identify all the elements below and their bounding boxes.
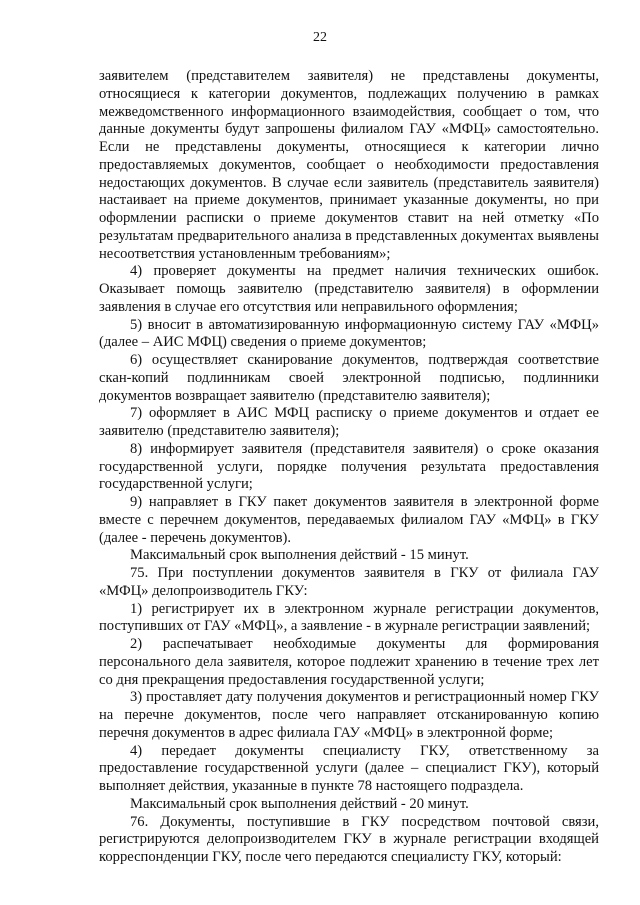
paragraph: 4) проверяет документы на предмет наличия технических ошибок. Оказывает помощь заявителю (представителю заявителя) в оформлении заявления в случае его отсутствия или неправильного оформления; xyxy=(99,263,599,315)
paragraph: 6) осуществляет сканирование документов, подтверждая соответствие скан-копий подлинникам своей электронной подписью, подлинники документов возвращает заявителю (представителю заявителя); xyxy=(99,352,599,404)
paragraph: 5) вносит в автоматизированную информационную систему ГАУ «МФЦ» (далее – АИС МФЦ) сведения о приеме документов; xyxy=(99,316,599,351)
paragraph: 75. При поступлении документов заявителя в ГКУ от филиала ГАУ «МФЦ» делопроизводитель ГКУ: xyxy=(99,565,599,599)
paragraph: 3) проставляет дату получения документов и регистрационный номер ГКУ на перечне документов, после чего направляет отсканированную копию перечня документов в адрес филиала ГАУ «МФЦ» в электронной форме; xyxy=(99,689,599,741)
body-text xyxy=(99,68,599,867)
paragraph: 9) направляет в ГКУ пакет документов заявителя в электронной форме вместе с перечнем документов, передаваемых филиалом ГАУ «МФЦ» в ГКУ (далее - перечень документов). xyxy=(99,494,599,546)
paragraph: 8) информирует заявителя (представителя заявителя) о сроке оказания государственной услуги, порядке получения результата предоставления государственной услуги; xyxy=(99,440,599,493)
paragraph: 1) регистрирует их в электронном журнале регистрации документов, поступивших от ГАУ «МФЦ», а заявление - в журнале регистрации заявлений; xyxy=(99,600,599,635)
paragraph: Максимальный срок выполнения действий - 15 минут. xyxy=(130,547,469,564)
page-number: 22 xyxy=(313,30,327,45)
paragraph: 2) распечатывает необходимые документы для формирования персонального дела заявителя, которое подлежит хранению в течение трех лет со дня прекращения предоставления государственной услуги; xyxy=(99,636,599,688)
paragraph: 7) оформляет в АИС МФЦ расписку о приеме документов и отдает ее заявителю (представителю заявителя); xyxy=(99,405,599,439)
paragraph: Максимальный срок выполнения действий - 20 минут. xyxy=(130,795,469,812)
paragraph: 76. Документы, поступившие в ГКУ посредством почтовой связи, регистрируются делопроизводителем ГКУ в журнале регистрации входящей корреспонденции ГКУ, после чего передаются специалисту ГКУ, который: xyxy=(99,813,599,865)
paragraph: 4) передает документы специалисту ГКУ, ответственному за предоставление государственной услуги (далее – специалист ГКУ), который выполняет действия, указанные в пункте 78 настоящего подраздела. xyxy=(99,742,599,794)
paragraph: заявителем (представителем заявителя) не представлены документы, относящиеся к категории документов, подлежащих получению в рамках межведомственного информационного взаимодействия, сообщает о том, что данные документы будут запрошены филиалом ГАУ «МФЦ» самостоятельно. Если не представлены документы, относящиеся к категории лично предоставляемых документов, сообщает о необходимости предоставления недостающих документов. В случае если заявитель (представитель заявителя) настаивает на приеме документов, принимает указанные документы, но при оформлении расписки о приеме документов ставит на ней отметку «По результатам предварительного анализа в представленных документах выявлены несоответствия установленным требованиям»; xyxy=(99,68,599,262)
